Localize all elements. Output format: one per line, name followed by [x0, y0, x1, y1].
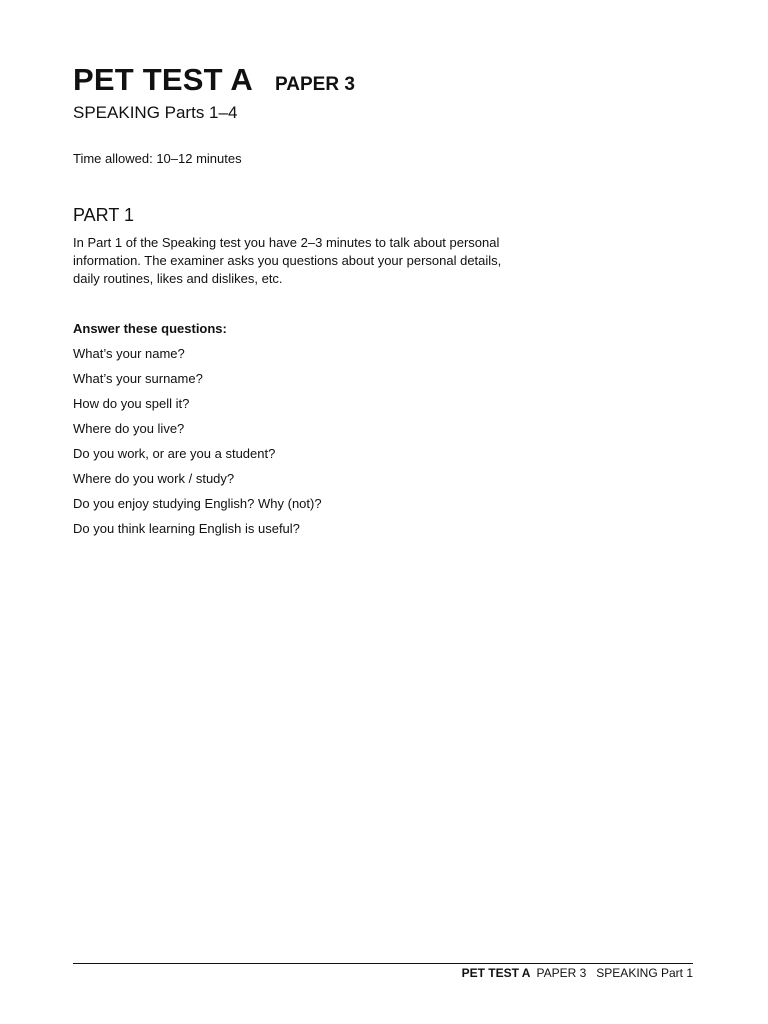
- question-list: [73, 346, 322, 546]
- question-item: How do you spell it?: [73, 396, 190, 411]
- part-1-intro: [73, 234, 533, 288]
- intro-line: In Part 1 of the Speaking test you have 2–3 minutes to talk about personal: [73, 235, 500, 250]
- intro-line: information. The examiner asks you questions about your personal details,: [73, 253, 502, 268]
- document-page: [73, 0, 693, 1024]
- question-item: Do you work, or are you a student?: [73, 446, 276, 461]
- test-title: PET TEST A: [73, 62, 253, 97]
- footer-divider: [73, 963, 693, 964]
- question-item: Do you think learning English is useful?: [73, 521, 300, 536]
- questions-heading: Answer these questions:: [73, 321, 227, 336]
- question-item: What’s your surname?: [73, 371, 203, 386]
- page-title: [73, 62, 355, 98]
- question-item: What’s your name?: [73, 346, 185, 361]
- page-subtitle: SPEAKING Parts 1–4: [73, 103, 238, 122]
- footer-section: SPEAKING Part 1: [596, 966, 693, 980]
- question-item: Where do you live?: [73, 421, 185, 436]
- page-footer: [462, 966, 693, 980]
- time-allowed: Time allowed: 10–12 minutes: [73, 151, 242, 166]
- question-item: Do you enjoy studying English? Why (not)?: [73, 496, 322, 511]
- footer-test: PET TEST A: [461, 966, 531, 980]
- part-1-heading: PART 1: [73, 205, 135, 225]
- intro-line: daily routines, likes and dislikes, etc.: [73, 271, 283, 286]
- paper-label: PAPER 3: [274, 74, 355, 95]
- question-item: Where do you work / study?: [73, 471, 235, 486]
- footer-paper: PAPER 3: [536, 966, 587, 980]
